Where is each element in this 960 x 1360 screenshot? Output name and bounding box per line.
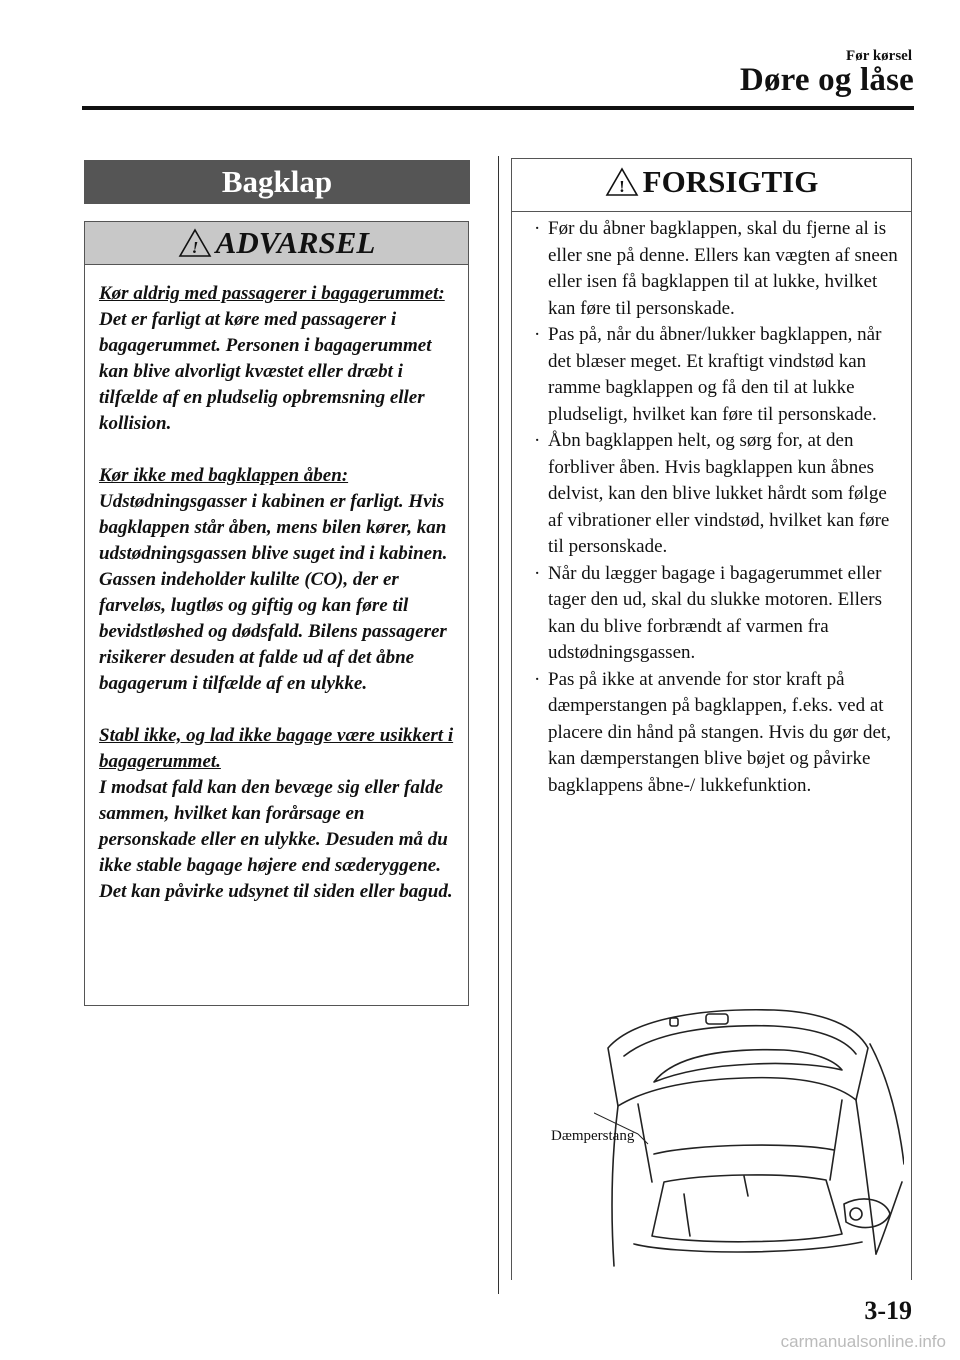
caution-item [530, 216, 904, 322]
bullet: · [534, 668, 541, 690]
caution-item [530, 428, 904, 561]
caution-item-text: Når du lægger bagage i bagagerummet eller tager den ud, skal du slukke motoren. Ellers kan du blive forbrændt af varmen fra udstødningsgassen. [548, 562, 883, 663]
caution-box-right-border [911, 210, 912, 1280]
bullet: · [534, 430, 541, 451]
warning-item [99, 463, 458, 697]
warning-body [85, 265, 468, 905]
bullet: · [534, 218, 541, 239]
warning-item-text: Udstødningsgasser i kabinen er farligt. Hvis bagklappen står åben, mens bilen kører, kan udstødningsgassen blive suget ind i kabinen. Gassen indeholder kulilte (CO), der er farveløs, lugtløs og giftig og kan føre til bevidstløshed og dødsfald. Bilens passagerer risikerer desuden at falde ud af det åbne bagagerum i tilfælde af en ulykke. [99, 491, 448, 694]
bullet: · [534, 562, 541, 584]
warning-item-title: Kør ikke med bagklappen åben: [99, 465, 349, 486]
watermark: carmanualsonline.info [780, 1332, 946, 1351]
tailgate-illustration [594, 1004, 904, 1274]
caution-heading: FORSIGTIG [642, 164, 819, 199]
caution-item-text: Pas på ikke at anvende for stor kraft på dæmperstangen på bagklappen, f.eks. ved at placere din hånd på stangen. Hvis du gør det, kan dæmperstangen blive bøjet og påvirke bagklappens åbne-/ lukkefunktion. [548, 668, 891, 796]
caution-item [530, 667, 904, 800]
caution-item-text: Før du åbner bagklappen, skal du fjerne al is eller sne på denne. Ellers kan vægten af sneen eller isen få bagklappen til at lukke, hvilket kan føre til personskade. [548, 218, 898, 319]
caution-header [512, 159, 911, 212]
caution-item [530, 322, 904, 428]
caution-body [530, 216, 904, 799]
header-rule [82, 106, 914, 110]
warning-heading: ADVARSEL [215, 225, 376, 260]
section-title: Bagklap [84, 160, 470, 204]
caution-box [511, 158, 912, 210]
warning-item [99, 723, 458, 905]
page-number: 3-19 [864, 1296, 912, 1325]
warning-item-title: Kør aldrig med passagerer i bagagerummet: [99, 283, 445, 304]
bullet: · [534, 324, 541, 345]
column-divider [498, 156, 499, 1294]
caution-item-text: Åbn bagklappen helt, og sørg for, at den forbliver åben. Hvis bagklappen kun åbnes delvist, kan den blive lukket hårdt som følge af vibrationer eller vindstød, hvilket kan føre til personskade. [548, 430, 890, 557]
chapter-label: Før kørsel [846, 48, 912, 64]
warning-item-title: Stabl ikke, og lad ikke bagage være usikkert i bagagerummet. [99, 725, 454, 772]
warning-box [84, 221, 469, 1006]
caution-list [530, 216, 904, 799]
strut-callout-label: Dæmperstang [551, 1128, 635, 1144]
warning-header [85, 222, 468, 265]
caution-item-text: Pas på, når du åbner/lukker bagklappen, når det blæser meget. Et kraftigt vindstød kan ramme bagklappen og få den til at lukke pludseligt, hvilket kan føre til personskade. [548, 324, 882, 425]
warning-triangle-icon [178, 228, 212, 258]
svg-text:!: ! [618, 176, 625, 196]
caution-box-left-border [511, 210, 512, 1280]
warning-item-text: Det er farligt at køre med passagerer i bagagerummet. Personen i bagagerummet kan blive alvorligt kvæstet eller dræbt i tilfælde af en pludselig opbremsning eller kollision. [99, 309, 432, 434]
caution-triangle-icon [605, 167, 639, 197]
caution-item [530, 561, 904, 667]
page-header-title: Døre og låse [739, 62, 914, 98]
warning-item-text: I modsat fald kan den bevæge sig eller falde sammen, hvilket kan forårsage en personskade eller en ulykke. Desuden må du ikke stable bagage højere end sæderyggene. Det kan påvirke udsynet til siden eller bagud. [99, 777, 453, 902]
warning-item [99, 281, 458, 437]
svg-text:!: ! [191, 237, 198, 257]
